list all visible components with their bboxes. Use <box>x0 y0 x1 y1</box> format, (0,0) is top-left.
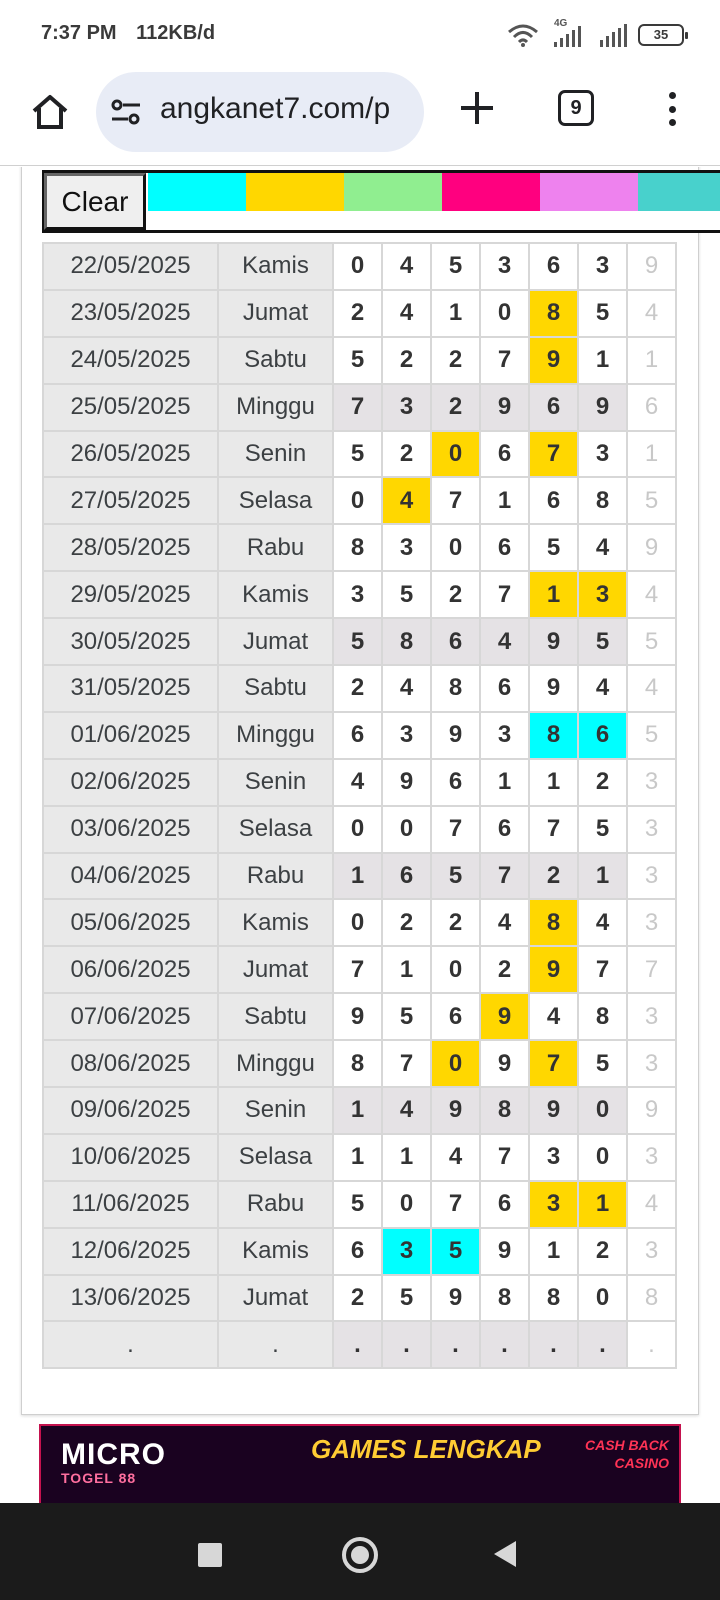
row-day: Kamis <box>218 243 333 290</box>
row-day: Minggu <box>218 712 333 759</box>
row-day: Minggu <box>218 384 333 431</box>
digit-cell[interactable]: 2 <box>333 665 382 712</box>
digit-cell[interactable]: 0 <box>333 243 382 290</box>
row-date: 08/06/2025 <box>43 1040 218 1087</box>
extra-digit-cell: 8 <box>627 1275 676 1322</box>
row-date: 10/06/2025 <box>43 1134 218 1181</box>
digit-cell[interactable]: 1 <box>431 290 480 337</box>
table-row <box>43 431 676 478</box>
digit-cell[interactable]: 4 <box>480 618 529 665</box>
digit-cell[interactable]: 5 <box>333 1181 382 1228</box>
digit-cell[interactable]: 6 <box>333 1228 382 1275</box>
digit-cell[interactable]: 0 <box>578 1275 627 1322</box>
digit-cell[interactable]: . <box>333 1321 382 1368</box>
table-row <box>43 524 676 571</box>
signal-icon <box>550 22 588 48</box>
row-day: Selasa <box>218 477 333 524</box>
digit-cell[interactable]: 4 <box>480 899 529 946</box>
digit-cell[interactable]: 0 <box>382 1181 431 1228</box>
digit-cell[interactable]: 8 <box>578 477 627 524</box>
row-day: Selasa <box>218 806 333 853</box>
extra-digit-cell: 5 <box>627 477 676 524</box>
table-row <box>43 759 676 806</box>
digit-cell[interactable]: 6 <box>480 524 529 571</box>
digit-cell[interactable]: 9 <box>578 384 627 431</box>
digit-cell[interactable]: 5 <box>431 243 480 290</box>
digit-cell[interactable]: 1 <box>578 337 627 384</box>
digit-cell[interactable]: 3 <box>578 243 627 290</box>
row-day: Senin <box>218 431 333 478</box>
digit-cell[interactable]: 6 <box>333 712 382 759</box>
digit-cell[interactable]: 4 <box>382 243 431 290</box>
digit-cell[interactable]: 2 <box>333 1275 382 1322</box>
table-row <box>43 384 676 431</box>
digit-cell[interactable]: 2 <box>431 384 480 431</box>
digit-cell[interactable]: 8 <box>529 899 578 946</box>
row-day: . <box>218 1321 333 1368</box>
digit-cell[interactable]: 4 <box>578 665 627 712</box>
digit-cell[interactable]: 6 <box>431 759 480 806</box>
digit-cell[interactable]: 0 <box>578 1087 627 1134</box>
extra-digit-cell: 3 <box>627 1134 676 1181</box>
digit-cell[interactable]: 5 <box>578 618 627 665</box>
extra-digit-cell: 3 <box>627 993 676 1040</box>
home-button[interactable] <box>28 90 72 134</box>
digit-cell[interactable]: 9 <box>529 618 578 665</box>
table-row <box>43 290 676 337</box>
digit-cell[interactable]: 8 <box>382 618 431 665</box>
table-row <box>43 665 676 712</box>
digit-cell[interactable]: 2 <box>578 759 627 806</box>
digit-cell[interactable]: 6 <box>431 993 480 1040</box>
plus-icon <box>455 86 499 130</box>
digit-cell[interactable]: 4 <box>529 993 578 1040</box>
row-date: 23/05/2025 <box>43 290 218 337</box>
extra-digit-cell: 1 <box>627 337 676 384</box>
row-date: 04/06/2025 <box>43 853 218 900</box>
digit-cell[interactable]: 3 <box>382 712 431 759</box>
digit-cell[interactable]: 1 <box>529 1228 578 1275</box>
digit-cell[interactable]: 7 <box>529 806 578 853</box>
row-day: Senin <box>218 1087 333 1134</box>
digit-cell[interactable]: 0 <box>431 1040 480 1087</box>
table-row <box>43 1228 676 1275</box>
digit-cell[interactable]: 8 <box>431 665 480 712</box>
digit-cell[interactable]: 8 <box>578 993 627 1040</box>
digit-cell[interactable]: 4 <box>431 1134 480 1181</box>
row-date: 13/06/2025 <box>43 1275 218 1322</box>
table-row <box>43 853 676 900</box>
row-date: 31/05/2025 <box>43 665 218 712</box>
digit-cell[interactable]: 2 <box>578 1228 627 1275</box>
network-label: 4G <box>554 18 568 29</box>
digit-cell[interactable]: 2 <box>431 899 480 946</box>
digit-cell[interactable]: 7 <box>333 384 382 431</box>
color-swatch[interactable] <box>344 173 442 211</box>
digit-cell[interactable]: 8 <box>529 1275 578 1322</box>
extra-digit-cell: 3 <box>627 759 676 806</box>
digit-cell[interactable]: 1 <box>480 759 529 806</box>
clear-button[interactable]: Clear <box>44 173 146 230</box>
table-row <box>43 618 676 665</box>
digit-cell[interactable]: 1 <box>382 946 431 993</box>
row-day: Kamis <box>218 571 333 618</box>
digit-cell[interactable]: 9 <box>480 384 529 431</box>
row-day: Jumat <box>218 1275 333 1322</box>
digit-cell[interactable]: 7 <box>480 853 529 900</box>
extra-digit-cell: 3 <box>627 853 676 900</box>
extra-digit-cell: 7 <box>627 946 676 993</box>
back-button[interactable] <box>494 1541 516 1567</box>
digit-cell[interactable]: 2 <box>480 946 529 993</box>
digit-cell[interactable]: 7 <box>431 477 480 524</box>
digit-cell[interactable]: 2 <box>431 337 480 384</box>
digit-cell[interactable]: 5 <box>333 431 382 478</box>
digit-cell[interactable]: 6 <box>529 477 578 524</box>
row-date: 06/06/2025 <box>43 946 218 993</box>
digit-cell[interactable]: 7 <box>529 1040 578 1087</box>
digit-cell[interactable]: 2 <box>382 337 431 384</box>
row-date: 09/06/2025 <box>43 1087 218 1134</box>
digit-cell[interactable]: 0 <box>480 290 529 337</box>
result-table-body <box>43 243 676 1368</box>
digit-cell[interactable]: 3 <box>480 243 529 290</box>
row-day: Jumat <box>218 290 333 337</box>
table-row <box>43 993 676 1040</box>
digit-cell[interactable]: 6 <box>480 665 529 712</box>
status-data-rate: 112KB/d <box>136 22 216 44</box>
digit-cell[interactable]: 3 <box>529 1181 578 1228</box>
banner-logo-text: MICRO <box>61 1438 166 1471</box>
row-date: 30/05/2025 <box>43 618 218 665</box>
table-row <box>43 337 676 384</box>
row-day: Kamis <box>218 1228 333 1275</box>
digit-cell[interactable]: 1 <box>578 1181 627 1228</box>
row-day: Rabu <box>218 1181 333 1228</box>
digit-cell[interactable]: 1 <box>480 477 529 524</box>
digit-cell[interactable]: 7 <box>431 806 480 853</box>
digit-cell[interactable]: 9 <box>480 993 529 1040</box>
extra-digit-cell: 3 <box>627 1040 676 1087</box>
digit-cell[interactable]: 2 <box>529 853 578 900</box>
row-date: 02/06/2025 <box>43 759 218 806</box>
digit-cell[interactable]: 7 <box>529 431 578 478</box>
row-date: 29/05/2025 <box>43 571 218 618</box>
digit-cell[interactable]: 8 <box>480 1275 529 1322</box>
row-date: 01/06/2025 <box>43 712 218 759</box>
digit-cell[interactable]: . <box>431 1321 480 1368</box>
digit-cell[interactable]: 3 <box>480 712 529 759</box>
row-day: Selasa <box>218 1134 333 1181</box>
table-row <box>43 243 676 290</box>
digit-cell[interactable]: 2 <box>382 899 431 946</box>
digit-cell[interactable]: 1 <box>578 853 627 900</box>
digit-cell[interactable]: 5 <box>382 993 431 1040</box>
row-date: . <box>43 1321 218 1368</box>
digit-cell[interactable]: 3 <box>578 571 627 618</box>
digit-cell[interactable]: 8 <box>480 1087 529 1134</box>
digit-cell[interactable]: 9 <box>480 1040 529 1087</box>
home-nav-button[interactable] <box>342 1537 378 1573</box>
digit-cell[interactable]: 5 <box>578 1040 627 1087</box>
digit-cell[interactable]: 9 <box>431 1087 480 1134</box>
row-day: Rabu <box>218 524 333 571</box>
digit-cell[interactable]: 0 <box>578 1134 627 1181</box>
extra-digit-cell: 9 <box>627 1087 676 1134</box>
system-nav-bar <box>0 1503 720 1600</box>
page-content <box>0 167 720 1503</box>
digit-cell[interactable]: 9 <box>333 993 382 1040</box>
extra-digit-cell: 4 <box>627 665 676 712</box>
digit-cell[interactable]: 8 <box>529 712 578 759</box>
color-swatch[interactable] <box>442 173 540 211</box>
recents-button[interactable] <box>198 1543 222 1567</box>
row-day: Sabtu <box>218 337 333 384</box>
digit-cell[interactable]: 9 <box>529 1087 578 1134</box>
banner-side-text <box>585 1436 669 1472</box>
extra-digit-cell: . <box>627 1321 676 1368</box>
digit-cell[interactable]: 9 <box>480 1228 529 1275</box>
row-date: 03/06/2025 <box>43 806 218 853</box>
digit-cell[interactable]: 2 <box>431 571 480 618</box>
digit-cell[interactable]: 7 <box>333 946 382 993</box>
extra-digit-cell: 9 <box>627 243 676 290</box>
digit-cell[interactable]: 5 <box>382 1275 431 1322</box>
digit-cell[interactable]: 6 <box>382 853 431 900</box>
table-row <box>43 1040 676 1087</box>
status-time: 7:37 PM <box>41 22 117 44</box>
digit-cell[interactable]: . <box>480 1321 529 1368</box>
color-swatch[interactable] <box>638 173 720 211</box>
battery-icon: 35 <box>638 24 684 46</box>
table-row <box>43 1321 676 1368</box>
digit-cell[interactable]: 4 <box>382 290 431 337</box>
digit-cell[interactable]: 1 <box>529 759 578 806</box>
digit-cell[interactable]: 6 <box>578 712 627 759</box>
digit-cell[interactable]: 3 <box>529 1134 578 1181</box>
digit-cell[interactable]: 7 <box>480 337 529 384</box>
extra-digit-cell: 4 <box>627 1181 676 1228</box>
digit-cell[interactable]: 7 <box>382 1040 431 1087</box>
digit-cell[interactable]: 0 <box>431 524 480 571</box>
extra-digit-cell: 3 <box>627 806 676 853</box>
row-day: Sabtu <box>218 993 333 1040</box>
row-date: 12/06/2025 <box>43 1228 218 1275</box>
table-row <box>43 806 676 853</box>
digit-cell[interactable]: 5 <box>382 571 431 618</box>
digit-cell[interactable]: 5 <box>578 806 627 853</box>
browser-toolbar <box>0 70 720 166</box>
row-date: 27/05/2025 <box>43 477 218 524</box>
extra-digit-cell: 4 <box>627 290 676 337</box>
extra-digit-cell: 3 <box>627 1228 676 1275</box>
digit-cell[interactable]: 3 <box>382 384 431 431</box>
row-day: Sabtu <box>218 665 333 712</box>
digit-cell[interactable]: 6 <box>480 1181 529 1228</box>
digit-cell[interactable]: 4 <box>382 1087 431 1134</box>
extra-digit-cell: 1 <box>627 431 676 478</box>
digit-cell[interactable]: 7 <box>431 1181 480 1228</box>
digit-cell[interactable]: 0 <box>431 946 480 993</box>
digit-cell[interactable]: 0 <box>333 477 382 524</box>
signal-icon-2 <box>598 22 628 48</box>
result-table <box>42 242 677 1369</box>
banner-title: GAMES LENGKAP <box>311 1434 541 1464</box>
more-menu-button[interactable] <box>660 88 684 130</box>
highlight-toolbar <box>42 170 720 233</box>
digit-cell[interactable]: 6 <box>529 243 578 290</box>
row-date: 26/05/2025 <box>43 431 218 478</box>
digit-cell[interactable]: 0 <box>382 806 431 853</box>
digit-cell[interactable]: 5 <box>578 290 627 337</box>
digit-cell[interactable]: 9 <box>431 1275 480 1322</box>
color-swatch[interactable] <box>148 173 246 211</box>
digit-cell[interactable]: 3 <box>382 524 431 571</box>
digit-cell[interactable]: 4 <box>382 477 431 524</box>
digit-cell[interactable]: 6 <box>480 806 529 853</box>
digit-cell[interactable]: 1 <box>382 1134 431 1181</box>
status-left <box>41 22 215 45</box>
row-date: 07/06/2025 <box>43 993 218 1040</box>
digit-cell[interactable]: 2 <box>382 431 431 478</box>
digit-cell[interactable]: 6 <box>480 431 529 478</box>
table-row <box>43 712 676 759</box>
digit-cell[interactable]: . <box>382 1321 431 1368</box>
signal-4g-indicator <box>550 18 588 48</box>
digit-cell[interactable]: . <box>578 1321 627 1368</box>
digit-cell[interactable]: 4 <box>333 759 382 806</box>
row-day: Jumat <box>218 946 333 993</box>
digit-cell[interactable]: 1 <box>333 853 382 900</box>
row-date: 22/05/2025 <box>43 243 218 290</box>
digit-cell[interactable]: 4 <box>382 665 431 712</box>
digit-cell[interactable]: 9 <box>382 759 431 806</box>
banner-side-line-1: CASH BACK <box>585 1437 669 1453</box>
digit-cell[interactable]: 0 <box>431 431 480 478</box>
row-date: 11/06/2025 <box>43 1181 218 1228</box>
row-day: Minggu <box>218 1040 333 1087</box>
address-bar[interactable] <box>96 72 424 152</box>
color-swatches <box>148 173 720 211</box>
site-settings-icon[interactable] <box>110 98 142 126</box>
digit-cell[interactable]: 4 <box>578 524 627 571</box>
row-date: 24/05/2025 <box>43 337 218 384</box>
digit-cell[interactable]: 6 <box>529 384 578 431</box>
banner-logo-sub: TOGEL 88 <box>61 1470 137 1486</box>
digit-cell[interactable]: 5 <box>333 337 382 384</box>
digit-cell[interactable]: 5 <box>529 524 578 571</box>
digit-cell[interactable]: 1 <box>529 571 578 618</box>
digit-cell[interactable]: 3 <box>333 571 382 618</box>
ad-banner[interactable] <box>39 1424 681 1503</box>
tab-switcher-button[interactable]: 9 <box>558 90 594 126</box>
more-vert-icon <box>669 92 676 99</box>
digit-cell[interactable]: 5 <box>431 1228 480 1275</box>
digit-cell[interactable]: 7 <box>578 946 627 993</box>
table-row <box>43 1275 676 1322</box>
digit-cell[interactable]: 0 <box>333 899 382 946</box>
digit-cell[interactable]: 0 <box>333 806 382 853</box>
row-date: 28/05/2025 <box>43 524 218 571</box>
digit-cell[interactable]: . <box>529 1321 578 1368</box>
extra-digit-cell: 4 <box>627 571 676 618</box>
digit-cell[interactable]: 7 <box>480 1134 529 1181</box>
digit-cell[interactable]: 9 <box>529 665 578 712</box>
extra-digit-cell: 5 <box>627 618 676 665</box>
new-tab-button[interactable] <box>455 86 499 130</box>
digit-cell[interactable]: 9 <box>529 946 578 993</box>
home-icon <box>30 93 70 131</box>
color-swatch[interactable] <box>540 173 638 211</box>
table-row <box>43 899 676 946</box>
row-date: 05/06/2025 <box>43 899 218 946</box>
digit-cell[interactable]: 4 <box>578 899 627 946</box>
digit-cell[interactable]: 3 <box>578 431 627 478</box>
wifi-icon <box>506 22 540 48</box>
extra-digit-cell: 9 <box>627 524 676 571</box>
digit-cell[interactable]: 5 <box>333 618 382 665</box>
color-swatch[interactable] <box>246 173 344 211</box>
digit-cell[interactable]: 7 <box>480 571 529 618</box>
banner-side-line-2: CASINO <box>614 1455 669 1471</box>
digit-cell[interactable]: 8 <box>529 290 578 337</box>
digit-cell[interactable]: 9 <box>529 337 578 384</box>
table-row <box>43 946 676 993</box>
url-text[interactable]: angkanet7.com/p <box>160 92 391 125</box>
digit-cell[interactable]: 8 <box>333 524 382 571</box>
row-day: Rabu <box>218 853 333 900</box>
table-row <box>43 1087 676 1134</box>
row-date: 25/05/2025 <box>43 384 218 431</box>
digit-cell[interactable]: 6 <box>431 618 480 665</box>
digit-cell[interactable]: 1 <box>333 1087 382 1134</box>
extra-digit-cell: 5 <box>627 712 676 759</box>
digit-cell[interactable]: 1 <box>333 1134 382 1181</box>
status-right <box>506 20 684 50</box>
row-day: Kamis <box>218 899 333 946</box>
row-day: Senin <box>218 759 333 806</box>
digit-cell[interactable]: 8 <box>333 1040 382 1087</box>
extra-digit-cell: 3 <box>627 899 676 946</box>
table-row <box>43 571 676 618</box>
table-row <box>43 1134 676 1181</box>
row-day: Jumat <box>218 618 333 665</box>
status-bar <box>0 0 720 70</box>
extra-digit-cell: 6 <box>627 384 676 431</box>
banner-logo <box>61 1438 166 1486</box>
digit-cell[interactable]: 5 <box>431 853 480 900</box>
digit-cell[interactable]: 2 <box>333 290 382 337</box>
digit-cell[interactable]: 9 <box>431 712 480 759</box>
digit-cell[interactable]: 3 <box>382 1228 431 1275</box>
table-row <box>43 477 676 524</box>
table-row <box>43 1181 676 1228</box>
